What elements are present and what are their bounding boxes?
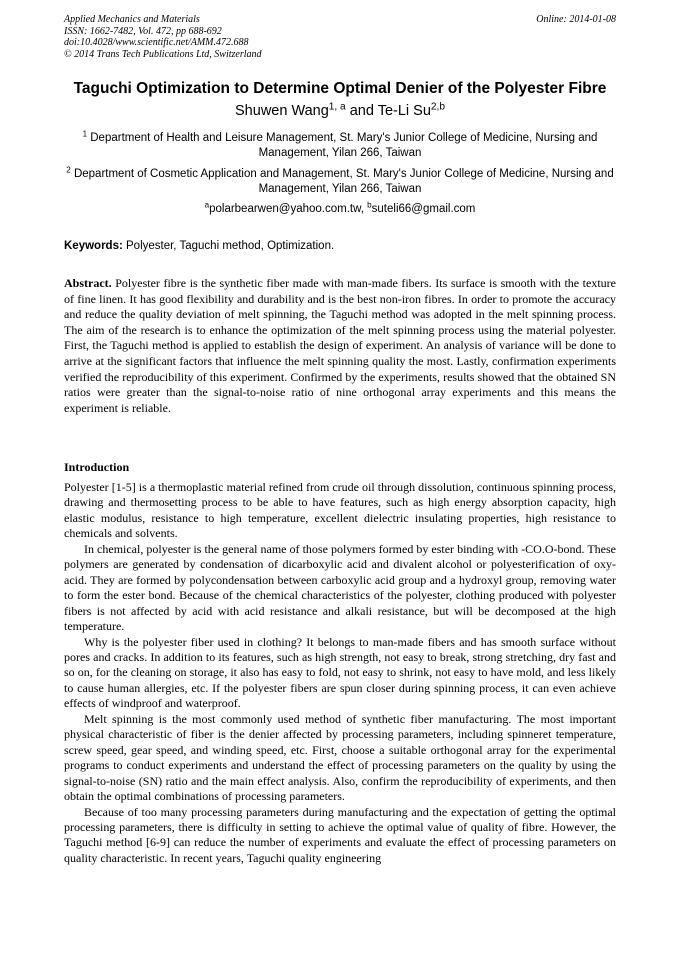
author-line (40, 102, 640, 120)
abstract (64, 276, 616, 416)
journal-name: Applied Mechanics and Materials (64, 14, 200, 25)
author-separator: and (345, 103, 378, 119)
email-a-superscript: a (204, 200, 210, 210)
abstract-text: Polyester fibre is the synthetic fiber made with man-made fibers. Its surface is smooth with the texture of fine linen. It has good flexibility and durability and is the best non-iron fibres. In order to promote the accuracy and reduce the quality deviation of melt spinning, the Taguchi method was adopted in the melt spinning process. The aim of the research is to enhance the optimization of the melt spinning process using the material polyester. First, the Taguchi method is applied to establish the design of experiment. An analysis of variance will be done to arrive at the significant factors that influence the melt spinning quality the most. Lastly, confirmation experiments verified the reproducibility of this experiment. Confirmed by the experiments, results showed that the obtained SN ratios were greater than the signal-to-noise ratio of nine orthogonal array experiments and this means the experiment is reliable. (64, 276, 617, 415)
introduction-paragraph: In chemical, polyester is the general name of those polymers formed by ester binding with -CO.O-bond. These polymers are generated by condensation of dicarboxylic acid and divalent alcohol or polyesterification of oxy-acid. They are formed by polycondensation between carboxylic acid group and a hydroxyl group, removing water to form the ester bond. Because of the chemical characteristics of the polyester, clothing produced with polyester fibers is not affected by acid with acid resistance and alkali resistance, but will be decomposed at the high temperature. (64, 541, 616, 634)
affiliation-1-text: Department of Health and Leisure Management, St. Mary's Junior College of Medicine, Nursing and Management, Yilan 266, Taiwan (90, 132, 598, 159)
email-b[interactable]: suteli66@gmail.com (371, 203, 476, 215)
email-line (66, 202, 614, 216)
author-2-superscript: 2,b (430, 101, 445, 113)
author-1-superscript: 1, a (328, 101, 346, 113)
paper-title: Taguchi Optimization to Determine Optimal Denier of the Polyester Fibre (73, 80, 607, 97)
journal-header (64, 14, 616, 60)
keywords-label: Keywords: (64, 240, 123, 252)
affiliation-1-number: 1 (82, 129, 88, 139)
keywords-text: Polyester, Taguchi method, Optimization. (126, 240, 335, 252)
introduction-paragraph: Why is the polyester fiber used in clothing? It belongs to man-made fibers and has smooth surface without pores and cracks. In addition to its features, such as high strength, not easy to break, strong stretching, dry fast and so on, for the cleaning on storage, it also has easy to fold, not easy to shrink, not easy to have mold, and less likely to cause human allergies, etc. If the polyester fibers are spun closer during spinning process, it can even achieve effects of windproof and waterproof. (64, 634, 616, 711)
doi-line: doi:10.4028/www.scientific.net/AMM.472.688 (64, 37, 249, 48)
keywords (64, 239, 616, 253)
author-2: Te-Li Su (377, 103, 431, 119)
issn-line: ISSN: 1662-7482, Vol. 472, pp 688-692 (64, 25, 222, 37)
introduction-paragraph: Because of too many processing parameters during manufacturing and the expectation of getting the optimal processing parameters, there is difficulty in setting to achieve the optimal value of quality of fibre. However, the Taguchi method [6-9] can reduce the number of experiments and evaluate the effect of processing parameters on quality characteristic. In recent years, Taguchi quality engineering (64, 804, 616, 865)
affiliation-1 (66, 131, 614, 160)
affiliation-2-number: 2 (66, 165, 71, 175)
author-1: Shuwen Wang (235, 103, 329, 119)
introduction-paragraph: Melt spinning is the most commonly used method of synthetic fiber manufacturing. The most important physical characteristic of fiber is the denier affected by processing parameters, including spinneret temperature, screw speed, gear speed, and winding speed, etc. First, choose a suitable orthogonal array for the experimental programs to conduct experiments and understand the effect of processing parameters on the quality by using the signal-to-noise (SN) ratio and the main effect analysis. Also, confirm the reproducibility of experiments, and then obtain the optimal combinations of processing parameters. (64, 711, 616, 804)
email-b-superscript: b (367, 200, 372, 210)
affiliation-2 (66, 167, 614, 196)
email-a[interactable]: polarbearwen@yahoo.com.tw, (209, 203, 364, 215)
introduction-paragraph: Polyester [1-5] is a thermoplastic material refined from crude oil through dissolution, continuous spinning process, drawing and thermosetting process to be able to have features, such as high energy absorption capacity, high elastic modulus, resistance to high temperature, excellent dielectric insulating properties, high resistance to chemicals and solvents. (64, 480, 616, 541)
copyright-line: © 2014 Trans Tech Publications Ltd, Switzerland (64, 48, 262, 60)
online-date: Online: 2014-01-08 (536, 14, 616, 25)
abstract-label: Abstract. (64, 276, 112, 290)
introduction-heading: Introduction (64, 460, 130, 474)
introduction-body (64, 480, 616, 866)
affiliation-2-text: Department of Cosmetic Application and Management, St. Mary's Junior College of Medicine, Nursing and Management, Yilan 266, Taiwan (73, 168, 614, 195)
